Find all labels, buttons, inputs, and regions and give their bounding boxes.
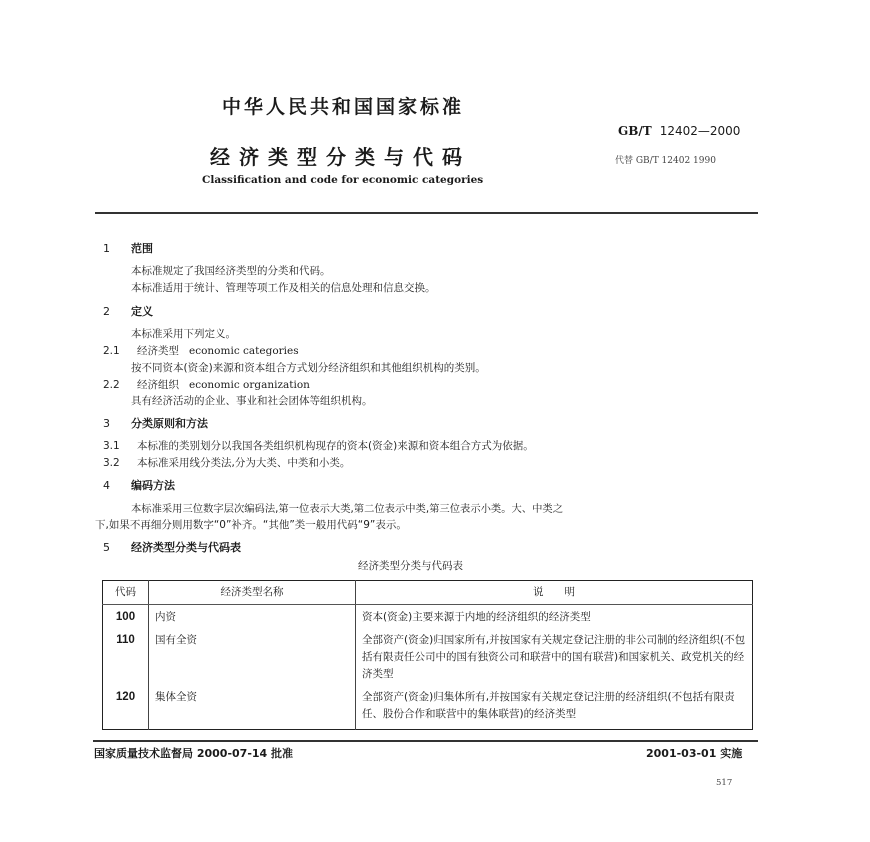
clause-text: 本标准采用线分类法,分为大类、中类和小类。 bbox=[137, 457, 351, 469]
paragraph: 下,如果不再细分则用数字“0”补齐。“其他”类一般用代码“9”表示。 bbox=[95, 519, 407, 531]
document-title-english: Classification and code for economic categories bbox=[202, 174, 484, 186]
definition-text: 按不同资本(资金)来源和资本组合方式划分经济组织和其他组织机构的类别。 bbox=[131, 362, 486, 374]
section-3-heading bbox=[103, 415, 208, 431]
definition-2-2 bbox=[103, 377, 310, 392]
name-cell: 国有全资 bbox=[149, 628, 356, 685]
clause-number: 3.2 bbox=[103, 457, 120, 469]
name-cell: 集体全资 bbox=[149, 685, 356, 730]
clause-number: 3.1 bbox=[103, 440, 120, 452]
code-cell: 100 bbox=[103, 605, 149, 629]
section-number: 5 bbox=[103, 541, 110, 554]
national-standard-heading: 中华人民共和国国家标准 bbox=[222, 96, 465, 118]
section-number: 2 bbox=[103, 305, 110, 318]
clause-3-1 bbox=[103, 438, 534, 453]
description-cell: 资本(资金)主要来源于内地的经济组织的经济类型 bbox=[362, 611, 591, 623]
paragraph: 本标准采用下列定义。 bbox=[131, 328, 236, 340]
name-cell: 内资 bbox=[149, 605, 356, 629]
header-name: 经济类型名称 bbox=[149, 581, 356, 605]
section-number: 4 bbox=[103, 479, 110, 492]
header-rule bbox=[95, 212, 758, 214]
paragraph: 本标准适用于统计、管理等项工作及相关的信息处理和信息交换。 bbox=[131, 282, 436, 294]
section-title: 经济类型分类与代码表 bbox=[131, 541, 241, 554]
section-number: 1 bbox=[103, 242, 110, 255]
term: 经济类型 bbox=[137, 345, 179, 357]
table-row bbox=[103, 685, 753, 730]
section-number: 3 bbox=[103, 417, 110, 430]
footer-rule bbox=[93, 740, 758, 742]
paragraph: 本标准规定了我国经济类型的分类和代码。 bbox=[131, 265, 331, 277]
code-cell: 120 bbox=[103, 685, 149, 730]
header-code: 代码 bbox=[103, 581, 149, 605]
section-title: 分类原则和方法 bbox=[131, 417, 208, 430]
table-caption: 经济类型分类与代码表 bbox=[358, 560, 463, 572]
section-4-heading bbox=[103, 477, 175, 493]
standard-prefix: GB/T bbox=[618, 124, 652, 138]
table-row bbox=[103, 605, 753, 629]
standard-code: 12402—2000 bbox=[659, 124, 741, 138]
effective-date: 2001-03-01 实施 bbox=[646, 747, 743, 760]
clause-text: 本标准的类别划分以我国各类组织机构现存的资本(资金)来源和资本组合方式为依据。 bbox=[137, 440, 534, 452]
description-cell: 全部资产(资金)归国家所有,并按国家有关规定登记注册的非公司制的经济组织(不包括有限责任公司中的国有独资公司和联营中的国有联营)和国家机关、政党机关的经济类型 bbox=[362, 634, 746, 680]
section-1-heading bbox=[103, 240, 153, 256]
clause-number: 2.2 bbox=[103, 379, 120, 391]
table-header-row bbox=[103, 581, 753, 605]
term-english: economic categories bbox=[189, 345, 299, 357]
term-english: economic organization bbox=[189, 379, 310, 391]
clause-3-2 bbox=[103, 455, 350, 470]
section-title: 编码方法 bbox=[131, 479, 175, 492]
description-cell: 全部资产(资金)归集体所有,并按国家有关规定登记注册的经济组织(不包括有限责任、股份合作和联营中的集体联营)的经济类型 bbox=[362, 691, 735, 720]
clause-number: 2.1 bbox=[103, 345, 120, 357]
section-title: 定义 bbox=[131, 305, 153, 318]
header-description: 说 明 bbox=[356, 581, 753, 605]
section-title: 范围 bbox=[131, 242, 153, 255]
document-title: 经济类型分类与代码 bbox=[210, 145, 471, 169]
definition-2-1 bbox=[103, 343, 299, 358]
section-5-heading bbox=[103, 539, 241, 555]
classification-table bbox=[102, 580, 753, 730]
code-cell: 110 bbox=[103, 628, 149, 685]
page-number: 517 bbox=[716, 778, 733, 788]
table-row bbox=[103, 628, 753, 685]
term: 经济组织 bbox=[137, 379, 179, 391]
replaces-standard: 代替 GB/T 12402 1990 bbox=[615, 156, 716, 166]
definition-text: 具有经济活动的企业、事业和社会团体等组织机构。 bbox=[131, 395, 373, 407]
paragraph: 本标准采用三位数字层次编码法,第一位表示大类,第二位表示中类,第三位表示小类。大、中类之 bbox=[131, 503, 563, 515]
section-2-heading bbox=[103, 303, 153, 319]
standard-number bbox=[618, 124, 740, 138]
approval-date: 国家质量技术监督局 2000-07-14 批准 bbox=[94, 747, 294, 760]
